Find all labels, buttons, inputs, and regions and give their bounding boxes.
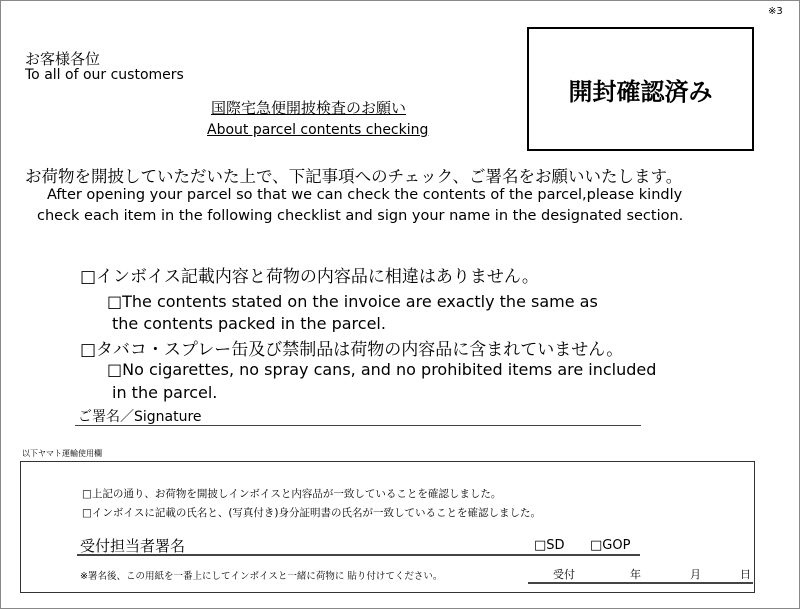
checklist-item-1-jp[interactable]: □インボイス記載内容と荷物の内容品に相違はありません。 [80, 267, 539, 287]
date-line[interactable] [528, 582, 753, 584]
checklist-item-1-en-cont: the contents packed in the parcel. [112, 314, 386, 332]
note-mark: ※3 [768, 6, 783, 17]
signature-line[interactable] [75, 425, 641, 426]
staff-signature-label: 受付担当者署名 [80, 537, 186, 555]
title-en: About parcel contents checking [207, 122, 429, 138]
checklist-item-2-en[interactable]: □No cigarettes, no spray cans, and no prohibited items are included [107, 360, 657, 379]
checklist-item-1-en[interactable]: □The contents stated on the invoice are exactly the same as [107, 292, 598, 311]
intro-jp: お荷物を開披していただいた上で、下記事項へのチェック、ご署名をお願いいたします。 [25, 167, 683, 186]
yamato-check-2[interactable]: □インボイスに記載の氏名と、(写真付き)身分証明書の氏名が一致していることを確認しました。 [82, 507, 542, 519]
checklist-item-2-jp[interactable]: □タバコ・スプレー缶及び禁制品は荷物の内容品に含まれていません。 [80, 340, 624, 360]
sd-checkbox[interactable]: □SD [534, 538, 565, 553]
footnote: ※署名後、この用紙を一番上にしてインボイスと一緒に荷物に 貼り付けてください。 [80, 571, 443, 582]
received-label: 受付 [553, 568, 575, 581]
signature-label: ご署名／Signature [78, 409, 202, 425]
title-jp: 国際宅急便開披検査のお願い [211, 99, 407, 117]
yamato-check-1[interactable]: □上記の通り、お荷物を開披しインボイスと内容品が一致していることを確認しました。 [82, 488, 502, 500]
intro-en-2: check each item in the following checklist and sign your name in the designated section. [37, 208, 684, 224]
day-label: 日 [740, 568, 751, 581]
checklist-item-2-en-cont: in the parcel. [112, 383, 218, 402]
stamp-text: 開封確認済み [568, 77, 713, 106]
month-label: 月 [690, 568, 701, 581]
intro-en-1: After opening your parcel so that we can check the contents of the parcel,please kindly [47, 187, 683, 203]
yamato-section-label: 以下ヤマト運輸使用欄 [22, 449, 102, 458]
gop-checkbox[interactable]: □GOP [590, 538, 631, 553]
staff-signature-line[interactable] [77, 554, 640, 556]
greeting-jp: お客様各位 [25, 50, 101, 68]
year-label: 年 [630, 568, 641, 581]
opened-confirmed-stamp [527, 27, 754, 151]
greeting-en: To all of our customers [25, 67, 184, 83]
